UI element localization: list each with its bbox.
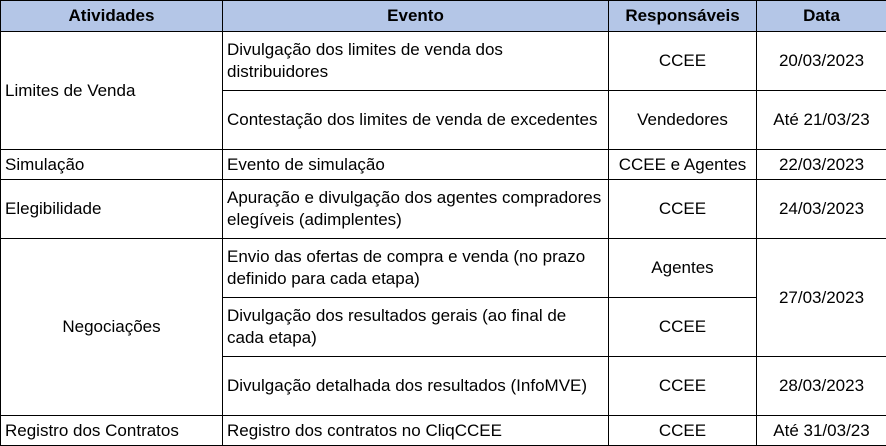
date-cell: 28/03/2023	[757, 357, 886, 416]
header-event: Evento	[223, 1, 609, 32]
event-cell: Divulgação detalhada dos resultados (InfoMVE)	[223, 357, 609, 416]
activity-cell: Simulação	[1, 150, 223, 180]
date-cell: Até 31/03/23	[757, 416, 886, 446]
responsible-cell: CCEE	[609, 416, 757, 446]
event-cell: Registro dos contratos no CliqCCEE	[223, 416, 609, 446]
table-row	[1, 239, 886, 298]
responsible-cell: CCEE e Agentes	[609, 150, 757, 180]
header-responsible: Responsáveis	[609, 1, 757, 32]
activity-cell: Negociações	[1, 239, 223, 416]
event-cell: Apuração e divulgação dos agentes compradores elegíveis (adimplentes)	[223, 180, 609, 239]
date-cell: Até 21/03/23	[757, 91, 886, 150]
event-cell: Evento de simulação	[223, 150, 609, 180]
date-cell: 22/03/2023	[757, 150, 886, 180]
date-cell: 24/03/2023	[757, 180, 886, 239]
table-row	[1, 32, 886, 91]
date-cell: 27/03/2023	[757, 239, 886, 357]
table-row	[1, 416, 886, 446]
responsible-cell: Vendedores	[609, 91, 757, 150]
event-cell: Divulgação dos resultados gerais (ao final de cada etapa)	[223, 298, 609, 357]
header-date: Data	[757, 1, 886, 32]
responsible-cell: CCEE	[609, 357, 757, 416]
responsible-cell: CCEE	[609, 180, 757, 239]
date-cell: 20/03/2023	[757, 32, 886, 91]
table-row	[1, 150, 886, 180]
activity-cell: Limites de Venda	[1, 32, 223, 150]
activity-cell: Registro dos Contratos	[1, 416, 223, 446]
header-row	[1, 1, 886, 32]
table-row	[1, 180, 886, 239]
responsible-cell: Agentes	[609, 239, 757, 298]
header-activities: Atividades	[1, 1, 223, 32]
responsible-cell: CCEE	[609, 32, 757, 91]
event-cell: Divulgação dos limites de venda dos distribuidores	[223, 32, 609, 91]
activity-cell: Elegibilidade	[1, 180, 223, 239]
event-cell: Contestação dos limites de venda de excedentes	[223, 91, 609, 150]
responsible-cell: CCEE	[609, 298, 757, 357]
event-cell: Envio das ofertas de compra e venda (no prazo definido para cada etapa)	[223, 239, 609, 298]
